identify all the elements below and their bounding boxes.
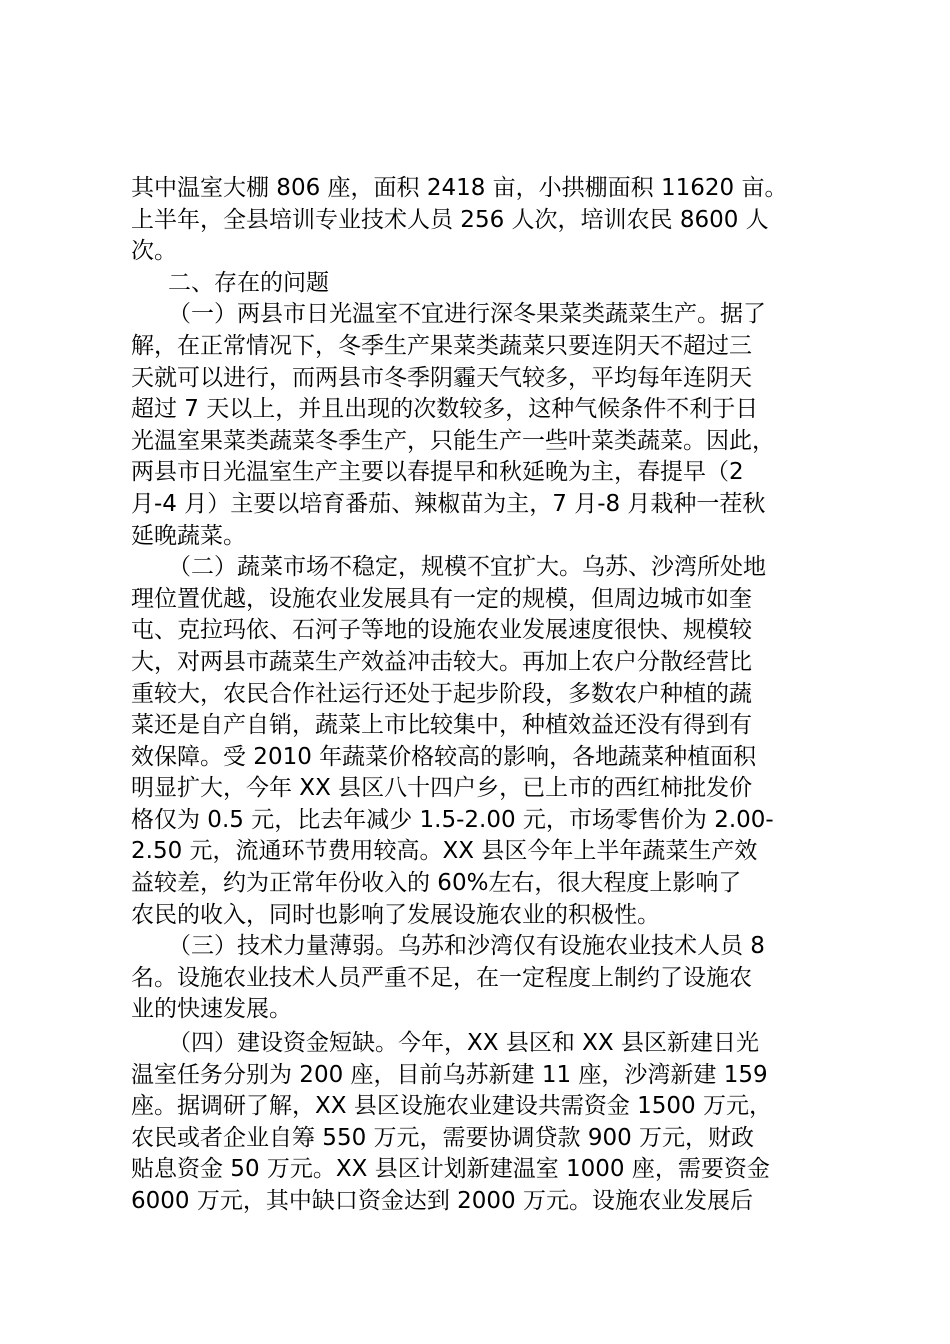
text-line: 明显扩大，今年 XX 县区八十四户乡，已上市的西红柿批发价 — [131, 775, 753, 802]
text-line: 业的快速发展。 — [131, 996, 292, 1023]
text-line: 效保障。受 2010 年蔬菜价格较高的影响，各地蔬菜种植面积 — [131, 743, 757, 770]
text-line: （二）蔬菜市场不稳定，规模不宜扩大。乌苏、沙湾所处地 — [168, 554, 766, 581]
text-line: 农民的收入，同时也影响了发展设施农业的积极性。 — [131, 901, 660, 928]
text-line: 格仅为 0.5 元，比去年减少 1.5-2.00 元，市场零售价为 2.00- — [131, 806, 774, 833]
text-line: 月-4 月）主要以培育番茄、辣椒苗为主，7 月-8 月栽种一茬秋 — [131, 490, 766, 517]
text-line: 益较差，约为正常年份收入的 60%左右，很大程度上影响了 — [131, 870, 742, 897]
text-line: 天就可以进行，而两县市冬季阴霾天气较多，平均每年连阴天 — [131, 364, 752, 391]
text-line: 延晚蔬菜。 — [131, 522, 246, 549]
text-line: 次。 — [131, 238, 177, 265]
body-text — [131, 173, 831, 1218]
text-line: 大，对两县市蔬菜生产效益冲击较大。再加上农户分散经营比 — [131, 648, 752, 675]
text-line: 重较大，农民合作社运行还处于起步阶段，多数农户种植的蔬 — [131, 680, 752, 707]
text-line: （一）两县市日光温室不宜进行深冬果菜类蔬菜生产。据了 — [168, 301, 766, 328]
text-line: 超过 7 天以上，并且出现的次数较多，这种气候条件不利于日 — [131, 396, 759, 423]
text-line: 其中温室大棚 806 座，面积 2418 亩，小拱棚面积 11620 亩。 — [131, 175, 788, 201]
text-line: 2.50 元，流通环节费用较高。XX 县区今年上半年蔬菜生产效 — [131, 838, 758, 865]
text-line: 农民或者企业自筹 550 万元，需要协调贷款 900 万元，财政 — [131, 1124, 755, 1151]
text-line: 光温室果菜类蔬菜冬季生产，只能生产一些叶菜类蔬菜。因此， — [131, 427, 775, 454]
text-line: 两县市日光温室生产主要以春提早和秋延晚为主，春提早（2 — [131, 459, 744, 486]
text-line: 屯、克拉玛依、石河子等地的设施农业发展速度很快、规模较 — [131, 617, 752, 644]
text-line: 理位置优越，设施农业发展具有一定的规模，但周边城市如奎 — [131, 585, 752, 612]
text-line: 名。设施农业技术人员严重不足，在一定程度上制约了设施农 — [131, 964, 752, 991]
text-line: 菜还是自产自销，蔬菜上市比较集中，种植效益还没有得到有 — [131, 712, 752, 739]
text-line: 解，在正常情况下，冬季生产果菜类蔬菜只要连阴天不超过三 — [131, 332, 752, 359]
text-line: 座。据调研了解，XX 县区设施农业建设共需资金 1500 万元， — [131, 1093, 772, 1120]
text-line: 温室任务分别为 200 座，目前乌苏新建 11 座，沙湾新建 159 — [131, 1061, 768, 1088]
text-line: 贴息资金 50 万元。XX 县区计划新建温室 1000 座，需要资金 — [131, 1156, 770, 1183]
text-line: 上半年，全县培训专业技术人员 256 人次，培训农民 8600 人 — [131, 206, 769, 233]
text-line: 6000 万元，其中缺口资金达到 2000 万元。设施农业发展后 — [131, 1188, 753, 1214]
text-line: （三）技术力量薄弱。乌苏和沙湾仅有设施农业技术人员 8 — [168, 933, 765, 960]
section-heading: 二、存在的问题 — [168, 269, 329, 296]
text-line: （四）建设资金短缺。今年，XX 县区和 XX 县区新建日光 — [168, 1030, 759, 1057]
